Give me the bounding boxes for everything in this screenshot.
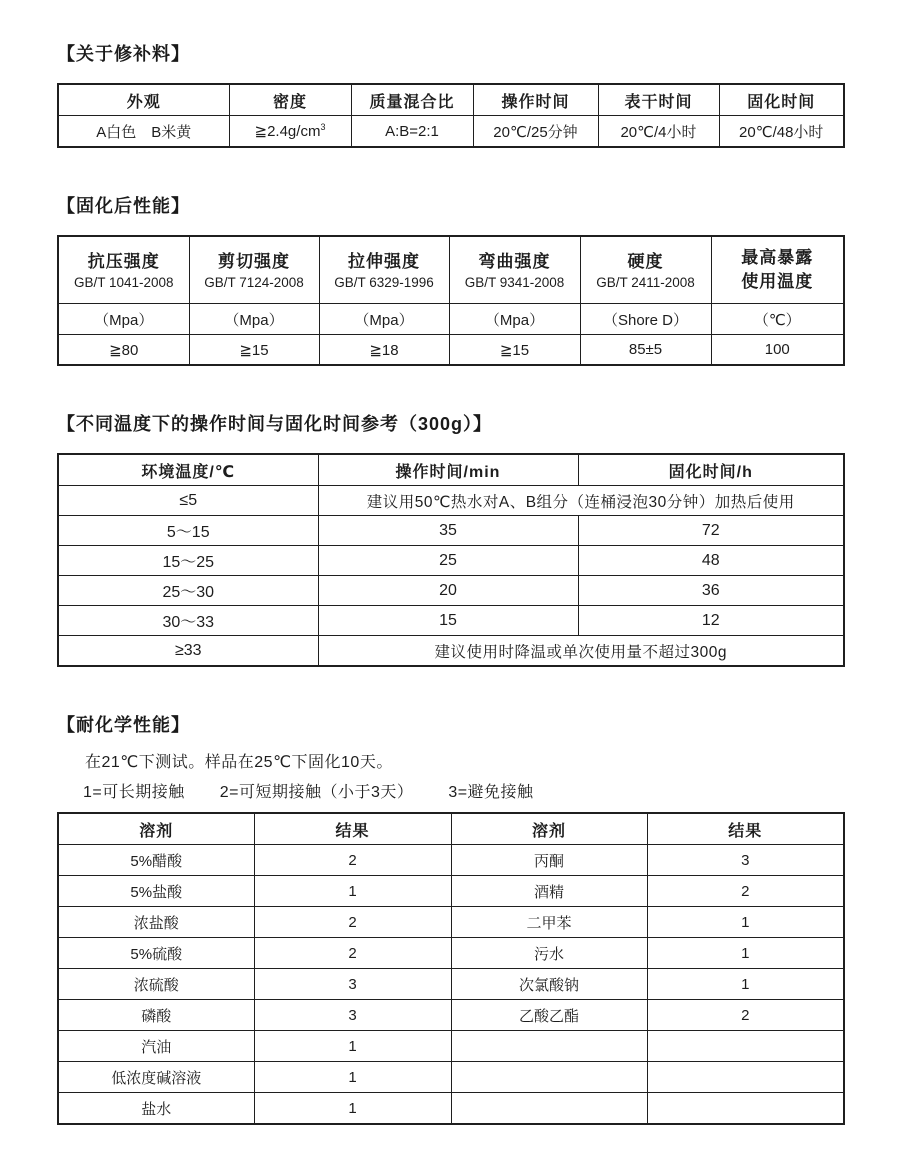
header-solvent-left: 溶剂 bbox=[58, 813, 254, 845]
value-cell: 100 bbox=[711, 335, 844, 366]
chemical-header-row bbox=[58, 813, 844, 845]
result-cell: 1 bbox=[647, 969, 844, 1000]
repair-info-table bbox=[57, 83, 845, 148]
header-working-time: 操作时间/min bbox=[318, 454, 578, 486]
result-cell: 3 bbox=[647, 845, 844, 876]
solvent-cell bbox=[451, 1031, 647, 1062]
density-value: ≧2.4g/cm bbox=[254, 123, 321, 140]
curing-time-cell: 12 bbox=[578, 606, 844, 636]
timing-reference-table bbox=[57, 453, 845, 667]
result-cell: 1 bbox=[254, 876, 451, 907]
test-conditions-note: 在21℃下测试。样品在25℃下固化10天。 bbox=[85, 754, 393, 771]
working-time-cell: 20 bbox=[318, 576, 578, 606]
unit-cell: （Mpa） bbox=[189, 304, 319, 335]
unit-cell: （Mpa） bbox=[449, 304, 580, 335]
chemical-row bbox=[58, 1031, 844, 1062]
curing-time-cell: 72 bbox=[578, 516, 844, 546]
working-time-cell: 15 bbox=[318, 606, 578, 636]
solvent-cell: 汽油 bbox=[58, 1031, 254, 1062]
temp-range-cell: ≥33 bbox=[58, 636, 318, 667]
value-cell: 85±5 bbox=[580, 335, 711, 366]
cured-unit-row bbox=[58, 304, 844, 335]
chemical-row bbox=[58, 1093, 844, 1125]
result-cell: 1 bbox=[647, 907, 844, 938]
property-name: 弯曲强度 bbox=[478, 251, 551, 271]
section-title-chemical-resistance: 【耐化学性能】 bbox=[57, 715, 190, 735]
property-name: 使用温度 bbox=[741, 272, 814, 291]
standard-ref: GB/T 1041-2008 bbox=[73, 274, 174, 290]
standard-ref: GB/T 2411-2008 bbox=[596, 274, 695, 290]
result-cell: 1 bbox=[647, 938, 844, 969]
property-name: 拉伸强度 bbox=[348, 251, 420, 271]
solvent-cell bbox=[451, 1093, 647, 1125]
result-cell bbox=[647, 1062, 844, 1093]
property-name: 剪切强度 bbox=[218, 251, 290, 271]
unit-cell: （℃） bbox=[711, 304, 844, 335]
header-flexural-strength bbox=[449, 236, 580, 304]
rating-legend bbox=[83, 779, 843, 802]
solvent-cell: 低浓度碱溶液 bbox=[58, 1062, 254, 1093]
standard-ref: GB/T 7124-2008 bbox=[204, 274, 304, 290]
solvent-cell: 5%硫酸 bbox=[58, 938, 254, 969]
temp-range-cell: 30～33 bbox=[58, 606, 318, 636]
solvent-cell: 浓盐酸 bbox=[58, 907, 254, 938]
appearance-cell: A白色 B米黄 bbox=[58, 116, 229, 148]
solvent-cell: 浓硫酸 bbox=[58, 969, 254, 1000]
curing-time-cell: 36 bbox=[578, 576, 844, 606]
property-name: 抗压强度 bbox=[87, 251, 160, 271]
property-name: 最高暴露 bbox=[741, 248, 814, 267]
solvent-cell: 酒精 bbox=[451, 876, 647, 907]
working-time-cell: 25 bbox=[318, 546, 578, 576]
header-result-left: 结果 bbox=[254, 813, 451, 845]
header-surface-dry-time: 表干时间 bbox=[598, 84, 719, 116]
header-ambient-temp: 环境温度/℃ bbox=[58, 454, 318, 486]
result-cell: 2 bbox=[647, 876, 844, 907]
header-hardness bbox=[580, 236, 711, 304]
section-title-timing-reference: 【不同温度下的操作时间与固化时间参考（300g）】 bbox=[57, 414, 493, 434]
timing-header-row bbox=[58, 454, 844, 486]
property-name: 硬度 bbox=[627, 251, 664, 271]
temp-range-cell: 5～15 bbox=[58, 516, 318, 546]
solvent-cell: 乙酸乙酯 bbox=[451, 1000, 647, 1031]
solvent-cell: 5%盐酸 bbox=[58, 876, 254, 907]
cured-header-row bbox=[58, 236, 844, 304]
solvent-cell: 磷酸 bbox=[58, 1000, 254, 1031]
result-cell: 1 bbox=[254, 1093, 451, 1125]
value-cell: ≧15 bbox=[449, 335, 580, 366]
temp-range-cell: 15～25 bbox=[58, 546, 318, 576]
chemical-row bbox=[58, 907, 844, 938]
solvent-cell: 5%醋酸 bbox=[58, 845, 254, 876]
header-curing-time: 固化时间/h bbox=[578, 454, 844, 486]
header-result-right: 结果 bbox=[647, 813, 844, 845]
chemical-row bbox=[58, 876, 844, 907]
timing-row-25-30 bbox=[58, 576, 844, 606]
operation-time-cell: 20℃/25分钟 bbox=[473, 116, 598, 148]
chemical-row bbox=[58, 1000, 844, 1031]
result-cell: 1 bbox=[254, 1031, 451, 1062]
temp-range-cell: 25～30 bbox=[58, 576, 318, 606]
cured-performance-table bbox=[57, 235, 845, 366]
legend-avoid: 3=避免接触 bbox=[448, 784, 534, 801]
result-cell: 3 bbox=[254, 1000, 451, 1031]
header-operation-time: 操作时间 bbox=[473, 84, 598, 116]
legend-short-term: 2=可短期接触（小于3天） bbox=[219, 784, 414, 801]
result-cell: 2 bbox=[647, 1000, 844, 1031]
low-temp-advice-cell: 建议用50℃热水对A、B组分（连桶浸泡30分钟）加热后使用 bbox=[318, 486, 844, 516]
value-cell: ≧80 bbox=[58, 335, 189, 366]
result-cell: 2 bbox=[254, 938, 451, 969]
timing-row-30-33 bbox=[58, 606, 844, 636]
cure-time-cell: 20℃/48小时 bbox=[719, 116, 844, 148]
unit-cell: （Mpa） bbox=[319, 304, 449, 335]
chemical-row bbox=[58, 1062, 844, 1093]
repair-info-data-row bbox=[58, 116, 844, 148]
timing-row-15-25 bbox=[58, 546, 844, 576]
header-appearance: 外观 bbox=[58, 84, 229, 116]
header-tensile-strength bbox=[319, 236, 449, 304]
curing-time-cell: 48 bbox=[578, 546, 844, 576]
chemical-row bbox=[58, 938, 844, 969]
unit-cell: （Shore D） bbox=[580, 304, 711, 335]
density-exponent: 3 bbox=[320, 122, 326, 132]
solvent-cell: 丙酮 bbox=[451, 845, 647, 876]
result-cell: 1 bbox=[254, 1062, 451, 1093]
header-mix-ratio: 质量混合比 bbox=[351, 84, 473, 116]
header-density: 密度 bbox=[229, 84, 351, 116]
legend-long-term: 1=可长期接触 bbox=[83, 784, 185, 801]
solvent-cell: 盐水 bbox=[58, 1093, 254, 1125]
header-cure-time: 固化时间 bbox=[719, 84, 844, 116]
solvent-cell bbox=[451, 1062, 647, 1093]
value-cell: ≧18 bbox=[319, 335, 449, 366]
solvent-cell: 次氯酸钠 bbox=[451, 969, 647, 1000]
header-solvent-right: 溶剂 bbox=[451, 813, 647, 845]
standard-ref: GB/T 6329-1996 bbox=[334, 274, 434, 290]
chemical-resistance-table bbox=[57, 812, 845, 1125]
density-cell bbox=[229, 116, 351, 148]
chemical-row bbox=[58, 969, 844, 1000]
timing-row-below5 bbox=[58, 486, 844, 516]
header-max-exposure-temp bbox=[711, 236, 844, 304]
solvent-cell: 二甲苯 bbox=[451, 907, 647, 938]
mix-ratio-cell: A:B=2:1 bbox=[351, 116, 473, 148]
working-time-cell: 35 bbox=[318, 516, 578, 546]
section-title-repair-info: 【关于修补料】 bbox=[57, 44, 190, 64]
value-cell: ≧15 bbox=[189, 335, 319, 366]
timing-row-above33 bbox=[58, 636, 844, 667]
temp-range-cell: ≤5 bbox=[58, 486, 318, 516]
cured-value-row bbox=[58, 335, 844, 366]
result-cell: 3 bbox=[254, 969, 451, 1000]
section-title-cured-performance: 【固化后性能】 bbox=[57, 196, 190, 216]
timing-row-5-15 bbox=[58, 516, 844, 546]
result-cell bbox=[647, 1093, 844, 1125]
header-shear-strength bbox=[189, 236, 319, 304]
chemical-row bbox=[58, 845, 844, 876]
result-cell bbox=[647, 1031, 844, 1062]
surface-dry-time-cell: 20℃/4小时 bbox=[598, 116, 719, 148]
header-compressive-strength bbox=[58, 236, 189, 304]
repair-info-header-row bbox=[58, 84, 844, 116]
solvent-cell: 污水 bbox=[451, 938, 647, 969]
unit-cell: （Mpa） bbox=[58, 304, 189, 335]
result-cell: 2 bbox=[254, 845, 451, 876]
high-temp-advice-cell: 建议使用时降温或单次使用量不超过300g bbox=[318, 636, 844, 667]
standard-ref: GB/T 9341-2008 bbox=[464, 274, 565, 290]
result-cell: 2 bbox=[254, 907, 451, 938]
